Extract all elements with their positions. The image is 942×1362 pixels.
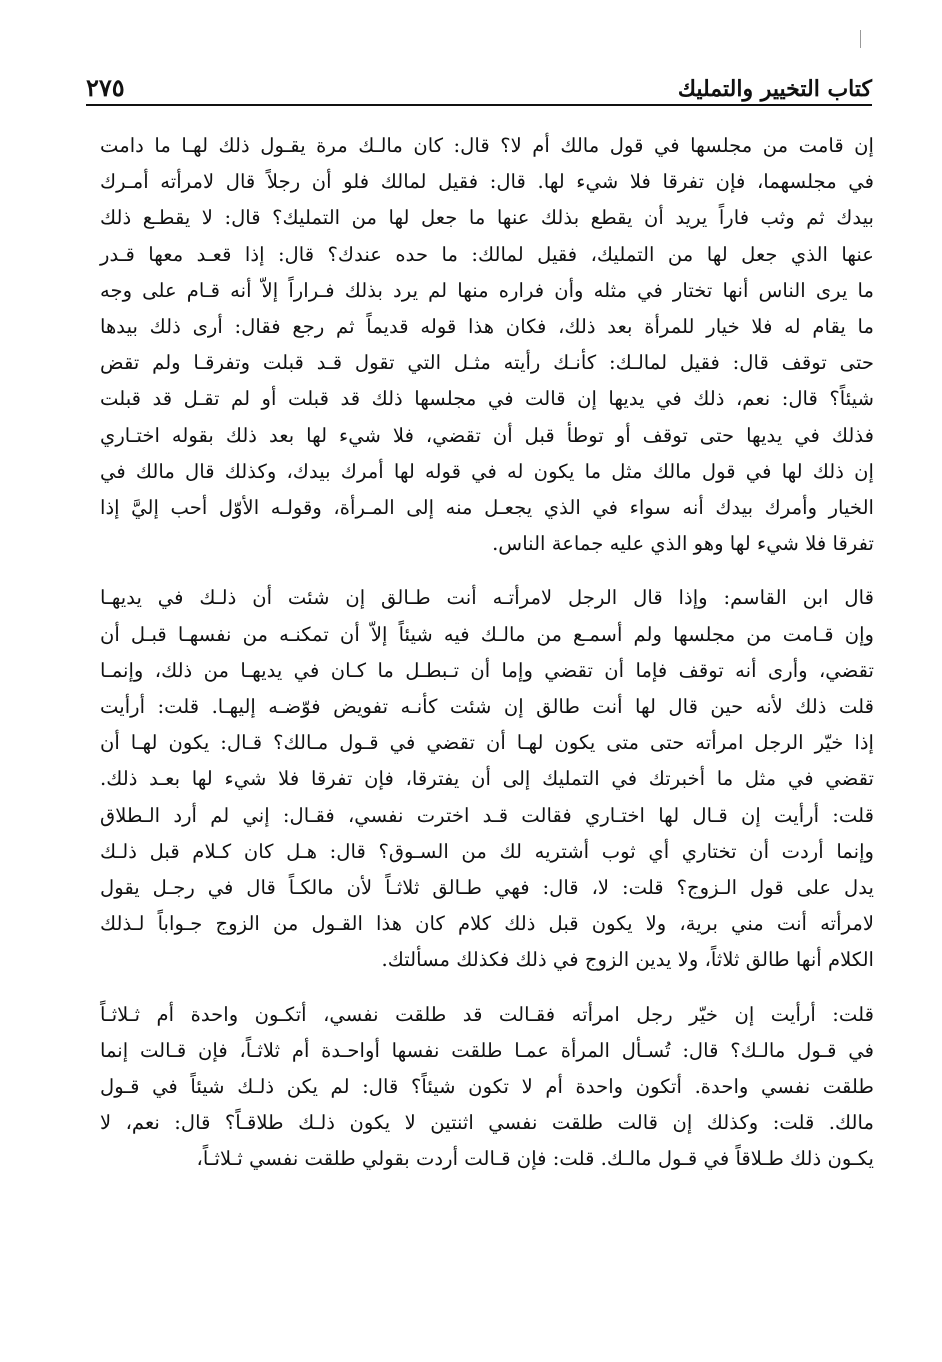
text-line: وإنما أردت أن تختاري أي ثوب أشتريه لك من السـوق؟ قال: هـل كان كـلام قبل ذلـك xyxy=(100,839,874,863)
text-line: ما يرى الناس أنها تختار في مثله وأن فراره منها لم يرد بذلك فـراراً إلاّ أنه قـام على وجه xyxy=(100,278,874,302)
text-line: تقضي في مثل ما أخبرتك في التمليك إلى أن يفترقا، فإن تفرقا فلا شيء لها بعـد ذلك. xyxy=(100,767,874,791)
text-line: إن ذلك لها في قول مالك مثل ما يكون له في قوله لها أمرك بيدك، وكذلك قال مالك في xyxy=(100,459,874,483)
running-title: كتاب التخيير والتمليك xyxy=(677,76,872,102)
text-line: في قـول مالـك؟ قال: تُسـأل المرأة عمـا طلقت نفسها أواحـدة أم ثلاثـاً، فإن قـالت إنما xyxy=(100,1038,874,1062)
text-line: قلت: أرأيت إن قـال لها اختـاري فقالت قـد اخترت نفسي، فقـال: إني لم أرد الـطلاق xyxy=(100,803,874,827)
page-header xyxy=(86,62,872,102)
text-line: شيئاً؟ قال: نعم، ذلك في يديها إن قالت في مجلسها ذلك قد قبلت أو لم تقـل قد قبلت xyxy=(100,387,874,411)
text-line: تقضي، وأرى أنه توقف فإما أن تقضي وإما أن تـبطـل ما كـان في يديهـا من ذلك، وإنمـا xyxy=(100,658,874,682)
text-line: إذا خيّر الرجل امرأته حتى متى يكون لهـا أن تقضي في قـول مـالك؟ قـال: يكون لهـا أن xyxy=(100,731,874,755)
page-number: ٢٧٥ xyxy=(86,73,125,102)
text-line: طلقت نفسي واحدة. أتكون واحدة أم لا تكون شيئاً؟ قال: لم يكن ذلـك شيئاً في قـول xyxy=(100,1075,874,1099)
text-line: وإن قـامت من مجلسها ولم أسمـع من مالـك فيه شيئاً إلاّ أن تمكنـه من نفسهـا قبـل أن xyxy=(100,622,874,646)
text-line: عنها الذي جعل لها من التمليك، فقيل لمالك: ما حده عندك؟ قال: إذا قعـد معها قـدر xyxy=(100,242,874,266)
paragraph xyxy=(100,128,874,562)
text-line: ما يقام له فلا خيار للمرأة بعد ذلك، فكان هذا قوله قديماً ثم رجع فقال: أرى ذلك بيدها xyxy=(100,315,874,339)
text-line: مالك. قلت: وكذلك إن قالت طلقت نفسي اثنتين لا يكون ذلـك طلاقـاً؟ قال: نعم، لا xyxy=(100,1111,874,1135)
text-line: الكلام أنها طالق ثلاثاً، ولا يدين الزوج في ذلك فكذلك مسألتك. xyxy=(381,948,874,972)
text-line: بيدك ثم وثب فاراً يريد أن يقطع بذلك عنها ما جعل لها من التمليك؟ قال: لا يقطـع ذلك xyxy=(100,206,874,230)
paragraph xyxy=(100,997,874,1178)
text-line: لامرأته أنت مني برية، ولا يكون قبل ذلك كلام كان هذا القـول من الزوج جـواباً لـذلك xyxy=(100,912,874,936)
text-line: يكـون ذلك طـلاقاً في قـول مالـك. قلت: فإن قـالت أردت بقولي طلقت نفسي ثـلاثـاً، xyxy=(196,1147,874,1171)
text-line: قلت: أرأيت إن خيّر رجل امرأته فقـالت قد طلقت نفسي، أتكـون واحدة أم ثـلاثـاً xyxy=(100,1002,874,1026)
text-line: الخيار وأمرك بيدك أنه سواء في الذي يجعـل منه إلى المـرأة، وقولـه الأوّل أحب إليَّ إذا xyxy=(100,496,874,520)
paragraph xyxy=(100,580,874,978)
text-line: قال ابن القاسم: وإذا قال الرجل لامرأتـه أنت طـالق إن شئت أن ذلـك في يديهـا xyxy=(100,586,874,610)
text-line: إن قامت من مجلسها في قول مالك أم لا؟ قال: كان مالـك مرة يقـول ذلك لهـا ما دامت xyxy=(100,134,874,157)
header-rule xyxy=(86,104,872,106)
text-line: فذلك في يديها حتى توقف أو توطأ قبل أن تقضي، فلا شيء لها بعد ذلك بقوله اختـاري xyxy=(100,423,874,447)
text-line: تفرقا فلا شيء لها وهو الذي عليه جماعة الناس. xyxy=(492,532,874,556)
text-line: حتى توقف قال: فقيل لمالـك: كأنـك رأيته مثـل التي تقول قـد قبلت وتفرقـا ولم تقض xyxy=(100,351,874,375)
text-line: يدل على قول الـزوج؟ قلت: لا، قال: فهي طـالق ثلاثـاً لأن مالكـاً قال في رجـل يقول xyxy=(100,876,874,900)
text-line: في مجلسهما، فإن تفرقا فلا شيء لها. قال: فقيل لمالك فلو أن رجلاً قال لامرأته أمـرك xyxy=(100,170,874,194)
scan-mark xyxy=(860,30,861,48)
body-text xyxy=(100,128,874,1178)
text-line: قلت ذلك لأنه حين قال لها أنت طالق إن شئت كأنـه تفويض فوّضـه إليهـا. قلت: أرأيت xyxy=(100,695,874,719)
